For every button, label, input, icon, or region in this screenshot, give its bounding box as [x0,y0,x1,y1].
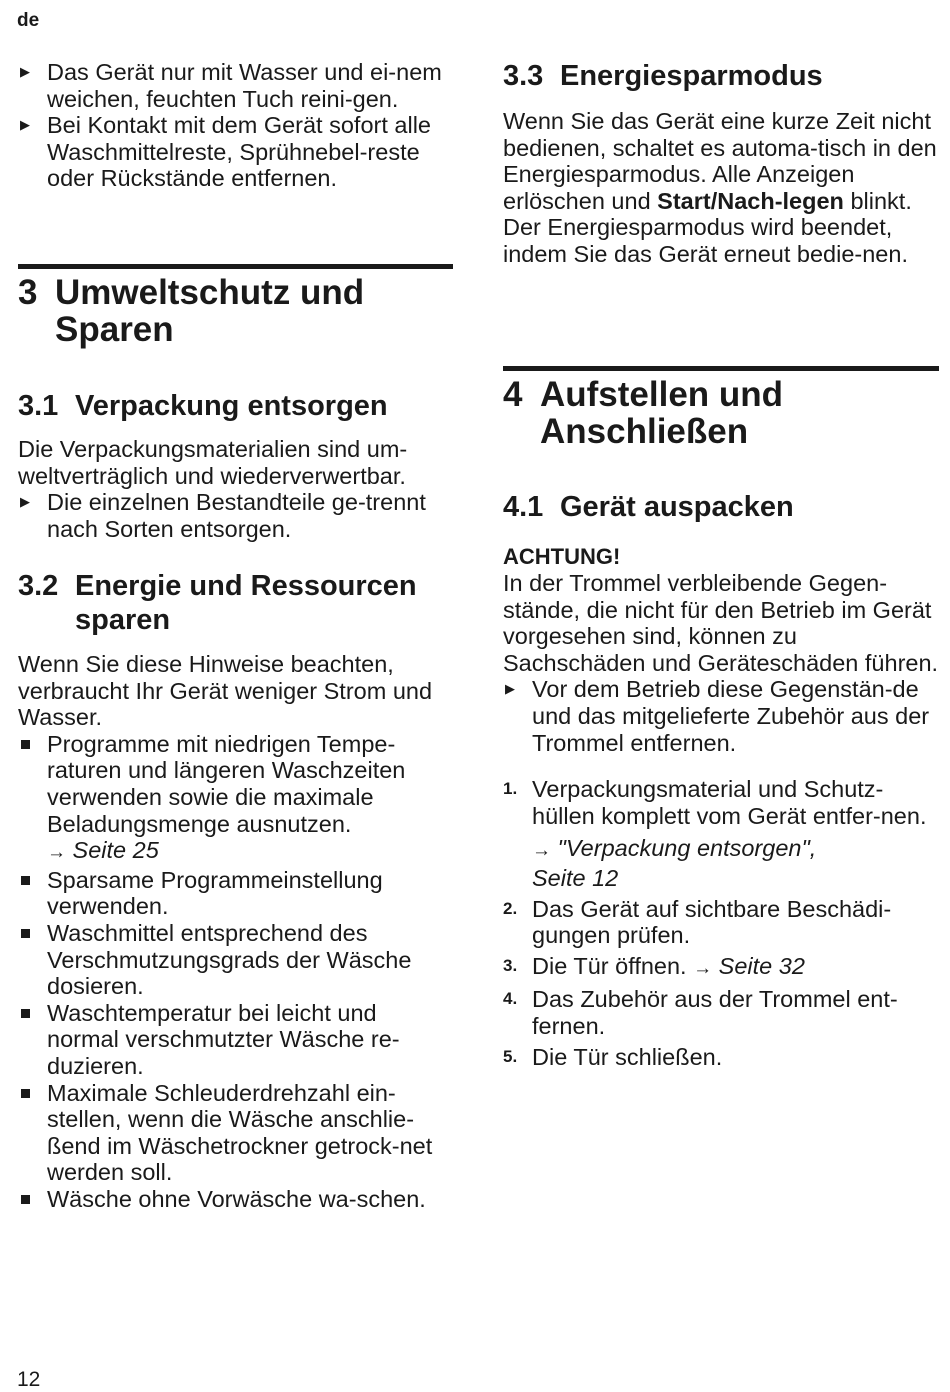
language-label: de [17,10,40,31]
paragraph: Die Verpackungsmaterialien sind um-weltverträglich und wiederverwertbar. [18,436,408,489]
paragraph: Wenn Sie das Gerät eine kurze Zeit nicht bedienen, schaltet es automa-tisch in den Energiesparmodus. Alle Anzeigen erlöschen und Start/Nach-legen blinkt. [503,108,937,214]
list-item: ▶ Das Gerät nur mit Wasser und ei-nem weichen, feuchten Tuch reini-gen. [20,59,442,112]
step-item: 3. Die Tür öffnen. → Seite 32 [503,952,805,979]
list-item: Sparsame Programmeinstellung verwenden. [18,867,454,920]
square-bullet-icon [21,1089,30,1098]
page-reference[interactable]: → "Verpackung entsorgen", [532,835,817,862]
list-item: Waschtemperatur bei leicht und normal verschmutzter Wäsche re-duzieren. [18,1000,454,1080]
arrow-right-icon: → [532,840,551,862]
step-item: 1. Verpackungsmaterial und Schutz-hüllen komplett vom Gerät entfer-nen. → "Verpackung entsorgen", Seite 12 [503,776,939,891]
page-reference[interactable]: → Seite 32 [693,952,805,979]
arrow-right-icon: → [47,842,66,864]
section-3-1-body [18,436,454,542]
list-item: ▶ Die einzelnen Bestandteile ge-trennt nach Sorten entsorgen. [20,489,426,542]
section-rule [503,366,939,371]
step-item: 5. Die Tür schließen. [503,1043,723,1070]
square-bullet-icon [21,1009,30,1018]
warning-text: In der Trommel verbleibende Gegen-stände, die nicht für den Betrieb im Gerät vorgesehen sind, können zu Sachschäden und Geräteschäden führen. [503,570,939,676]
section-4-heading: 4 Aufstellen und Anschließen [503,375,784,451]
triangle-bullet-icon: ▶ [505,681,515,697]
arrow-right-icon: → [693,957,713,979]
list-item: Maximale Schleuderdrehzahl ein-stellen, wenn die Wäsche anschlie-ßend im Wäschetrockner getrock-net werden soll. [18,1080,454,1186]
section-3-3-heading: 3.3 Energiesparmodus [503,60,823,92]
section-rule [18,264,453,269]
square-bullet-icon [21,740,30,749]
section-3-2-heading: 3.2 Energie und Ressourcen sparen [18,570,417,636]
paragraph: Der Energiesparmodus wird beendet, indem Sie das Gerät erneut bedie-nen. [503,214,908,267]
square-bullet-icon [21,1195,30,1204]
section-4-1-body [503,544,939,1070]
step-item: 2. Das Gerät auf sichtbare Beschädi-gungen prüfen. [503,895,892,949]
section-4-1-heading: 4.1 Gerät auspacken [503,491,794,523]
square-bullet-icon [21,929,30,938]
section-3-heading: 3 Umweltschutz und Sparen [18,273,365,349]
section-3-1-heading: 3.1 Verpackung entsorgen [18,390,388,422]
paragraph: Wenn Sie diese Hinweise beachten, verbraucht Ihr Gerät weniger Strom und Wasser. [18,651,433,731]
intro-list [18,59,454,192]
list-item: ▶ Vor dem Betrieb diese Gegenstän-de und das mitgelieferte Zubehör aus der Trommel entfernen. [505,676,930,756]
button-name: Start/Nach-legen [657,187,844,214]
square-bullet-icon [21,876,30,885]
page-number: 12 [17,1368,41,1391]
page-reference[interactable]: → Seite 25 [47,837,159,864]
warning-label: ACHTUNG! [503,544,621,569]
section-3-2-body [18,651,454,1212]
step-item: 4. Das Zubehör aus der Trommel ent-fernen. [503,986,898,1039]
list-item: Programme mit niedrigen Tempe-raturen und längeren Waschzeiten verwenden sowie die maximale Beladungsmenge ausnutzen. → Seite 25 [18,731,454,867]
list-item: Waschmittel entsprechend des Verschmutzungsgrads der Wäsche dosieren. [18,920,454,1000]
triangle-bullet-icon: ▶ [20,494,30,510]
list-item: ▶ Bei Kontakt mit dem Gerät sofort alle Waschmittelreste, Sprühnebel-reste oder Rückstände entfernen. [20,112,431,192]
triangle-bullet-icon: ▶ [20,64,30,79]
triangle-bullet-icon: ▶ [20,117,30,133]
list-item: Wäsche ohne Vorwäsche wa-schen. [18,1186,454,1213]
section-3-3-body [503,108,939,268]
